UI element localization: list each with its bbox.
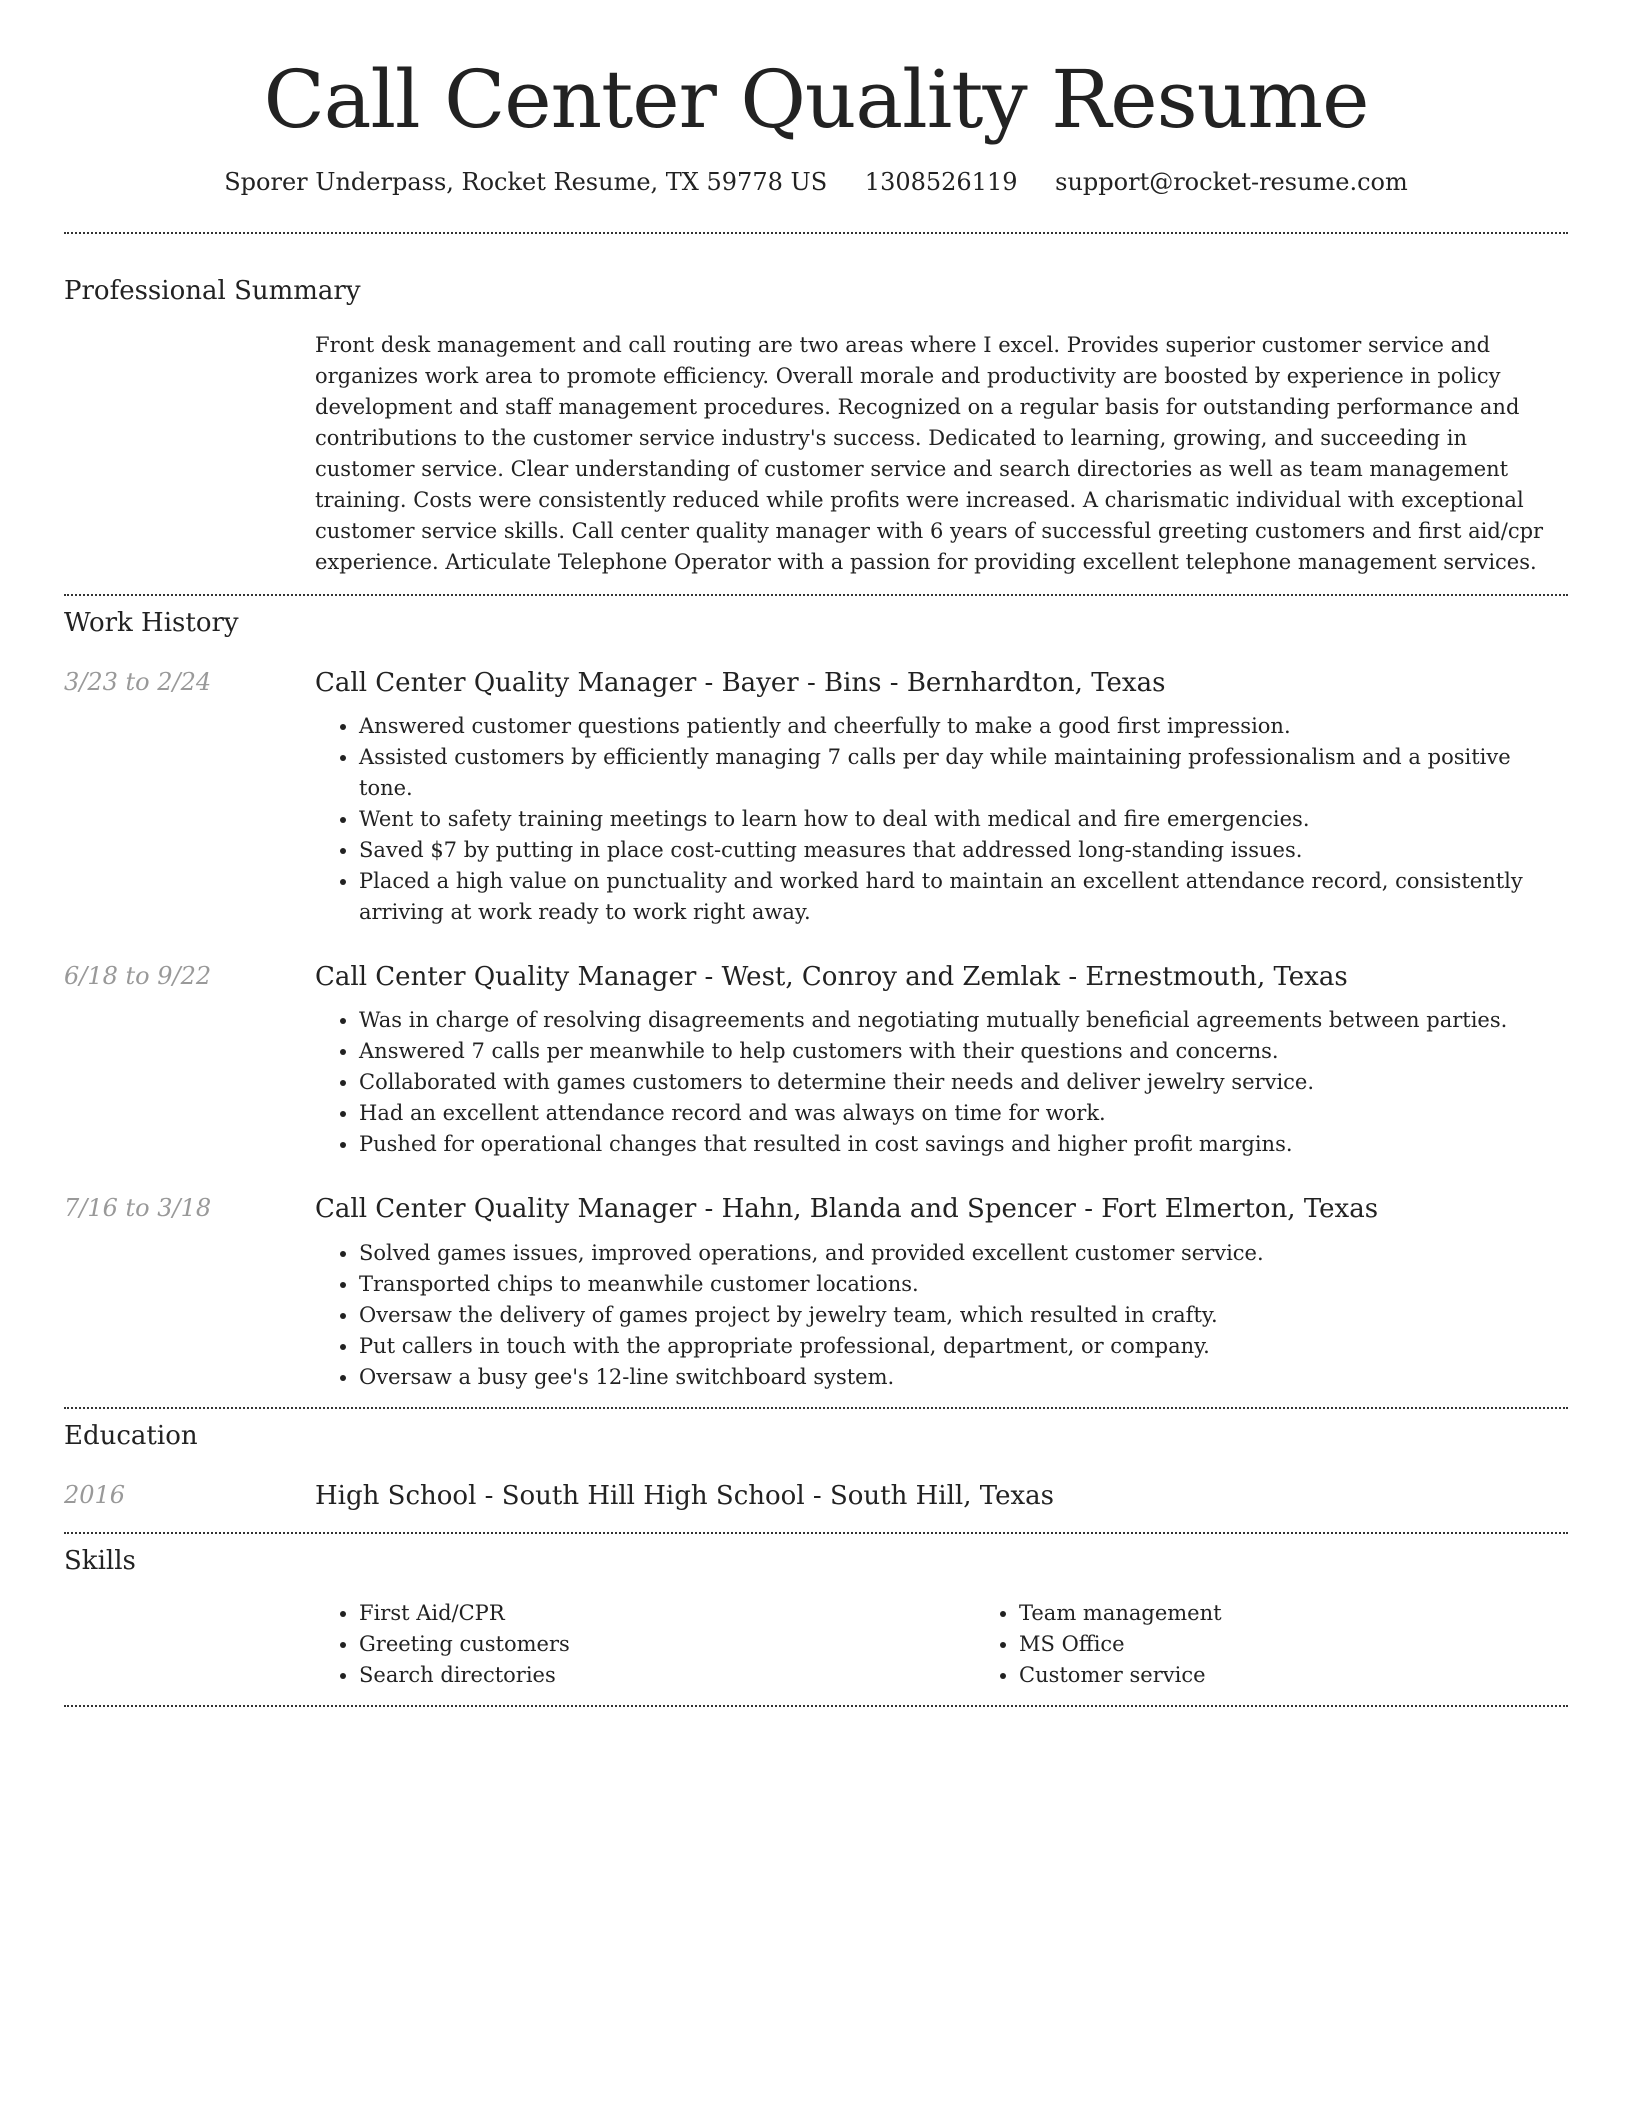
skills-row [64,1598,1568,1691]
education-details [315,1481,1568,1512]
education-entry [64,1481,1568,1512]
job-bullet: • Answered 7 calls per meanwhile to help customers with their questions and concerns. [359,1036,1568,1067]
job-entry [64,962,1568,1160]
skill-item: • First Aid/CPR [359,1598,975,1629]
job-heading: Call Center Quality Manager - Bayer - Bins - Bernhardton, Texas [315,668,1166,698]
contact-address: Sporer Underpass, Rocket Resume, TX 59778 US [224,168,828,196]
job-bullet: • Oversaw the delivery of games project by jewelry team, which resulted in crafty. [359,1300,1568,1331]
section-divider [64,232,1568,234]
summary-text: Front desk management and call routing are two areas where I excel. Provides superior customer service and organizes work area to promote efficiency. Overall morale and productivity are boosted by experience in policy development and staff management procedures. Recognized on a regular basis for outstanding performance and contributions to the customer service industry's success. Dedicated to learning, growing, and succeeding in customer service. Clear understanding of customer service and search directories as well as team management training. Costs were consistently reduced while profits were increased. A charismatic individual with exceptional customer service skills. Call center quality manager with 6 years of successful greeting customers and first aid/cpr experience. Articulate Telephone Operator with a passion for providing excellent telephone management services. [315,333,1544,574]
education-heading: High School - South Hill High School - South Hill, Texas [315,1480,1054,1511]
job-bullet: • Assisted customers by efficiently managing 7 calls per day while maintaining professionalism and a positive tone. [359,742,1568,804]
job-details [315,962,1568,1160]
education-year: 2016 [64,1480,126,1509]
section-divider [64,1407,1568,1409]
skill-item: • Customer service [1019,1660,1632,1691]
job-bullet: • Put callers in touch with the appropriate professional, department, or company. [359,1331,1568,1362]
job-heading: Call Center Quality Manager - Hahn, Blanda and Spencer - Fort Elmerton, Texas [315,1194,1379,1225]
section-divider [64,1705,1568,1707]
job-entry [64,1194,1568,1392]
education-section [64,1421,1568,1512]
job-bullet: • Went to safety training meetings to learn how to deal with medical and fire emergencies. [359,804,1568,835]
job-bullet: • Saved $7 by putting in place cost-cutting measures that addressed long-standing issues. [359,835,1568,866]
job-details [315,668,1568,928]
contact-phone: 1308526119 [864,168,1018,196]
resume-title: Call Center Quality Resume [263,53,1369,146]
work-history-section [64,608,1568,1393]
section-divider [64,594,1568,596]
job-entry [64,668,1568,928]
section-title-skills: Skills [64,1545,136,1576]
summary-section [64,276,1568,578]
skill-item: • MS Office [1019,1629,1632,1660]
job-bullets [315,1238,1568,1393]
contact-line [64,168,1568,196]
job-heading: Call Center Quality Manager - West, Conroy and Zemlak - Ernestmouth, Texas [315,962,1348,993]
skill-item: • Greeting customers [359,1629,975,1660]
skill-item: • Search directories [359,1660,975,1691]
job-bullet: • Answered customer questions patiently and cheerfully to make a good first impression. [359,711,1568,742]
section-title-summary: Professional Summary [64,276,361,306]
job-bullet: • Collaborated with games customers to determine their needs and deliver jewelry service. [359,1067,1568,1098]
job-details [315,1194,1568,1392]
job-bullet: • Placed a high value on punctuality and worked hard to maintain an excellent attendance record, consistently arriving at work ready to work right away. [359,866,1568,928]
section-title-work: Work History [64,608,239,638]
job-bullets [315,1005,1568,1160]
job-bullet: • Pushed for operational changes that resulted in cost savings and higher profit margins. [359,1129,1568,1160]
skills-section [64,1546,1568,1691]
skills-grid [315,1598,1632,1691]
job-bullet: • Was in charge of resolving disagreements and negotiating mutually beneficial agreements between parties. [359,1005,1568,1036]
summary-body [315,330,1568,578]
section-title-education: Education [64,1420,198,1451]
skill-item: • Team management [1019,1598,1632,1629]
job-bullets [315,711,1568,928]
skills-column-2 [975,1598,1632,1691]
summary-row [64,330,1568,578]
job-bullet: • Transported chips to meanwhile customer locations. [359,1269,1568,1300]
job-dates: 6/18 to 9/22 [64,962,212,991]
section-divider [64,1532,1568,1534]
job-dates: 3/23 to 2/24 [64,668,212,696]
job-dates: 7/16 to 3/18 [64,1194,212,1223]
skills-column-1 [315,1598,975,1691]
job-bullet: • Oversaw a busy gee's 12-line switchboard system. [359,1362,1568,1393]
job-bullet: • Solved games issues, improved operations, and provided excellent customer service. [359,1238,1568,1269]
job-bullet: • Had an excellent attendance record and was always on time for work. [359,1098,1568,1129]
contact-email: support@rocket-resume.com [1055,168,1408,196]
